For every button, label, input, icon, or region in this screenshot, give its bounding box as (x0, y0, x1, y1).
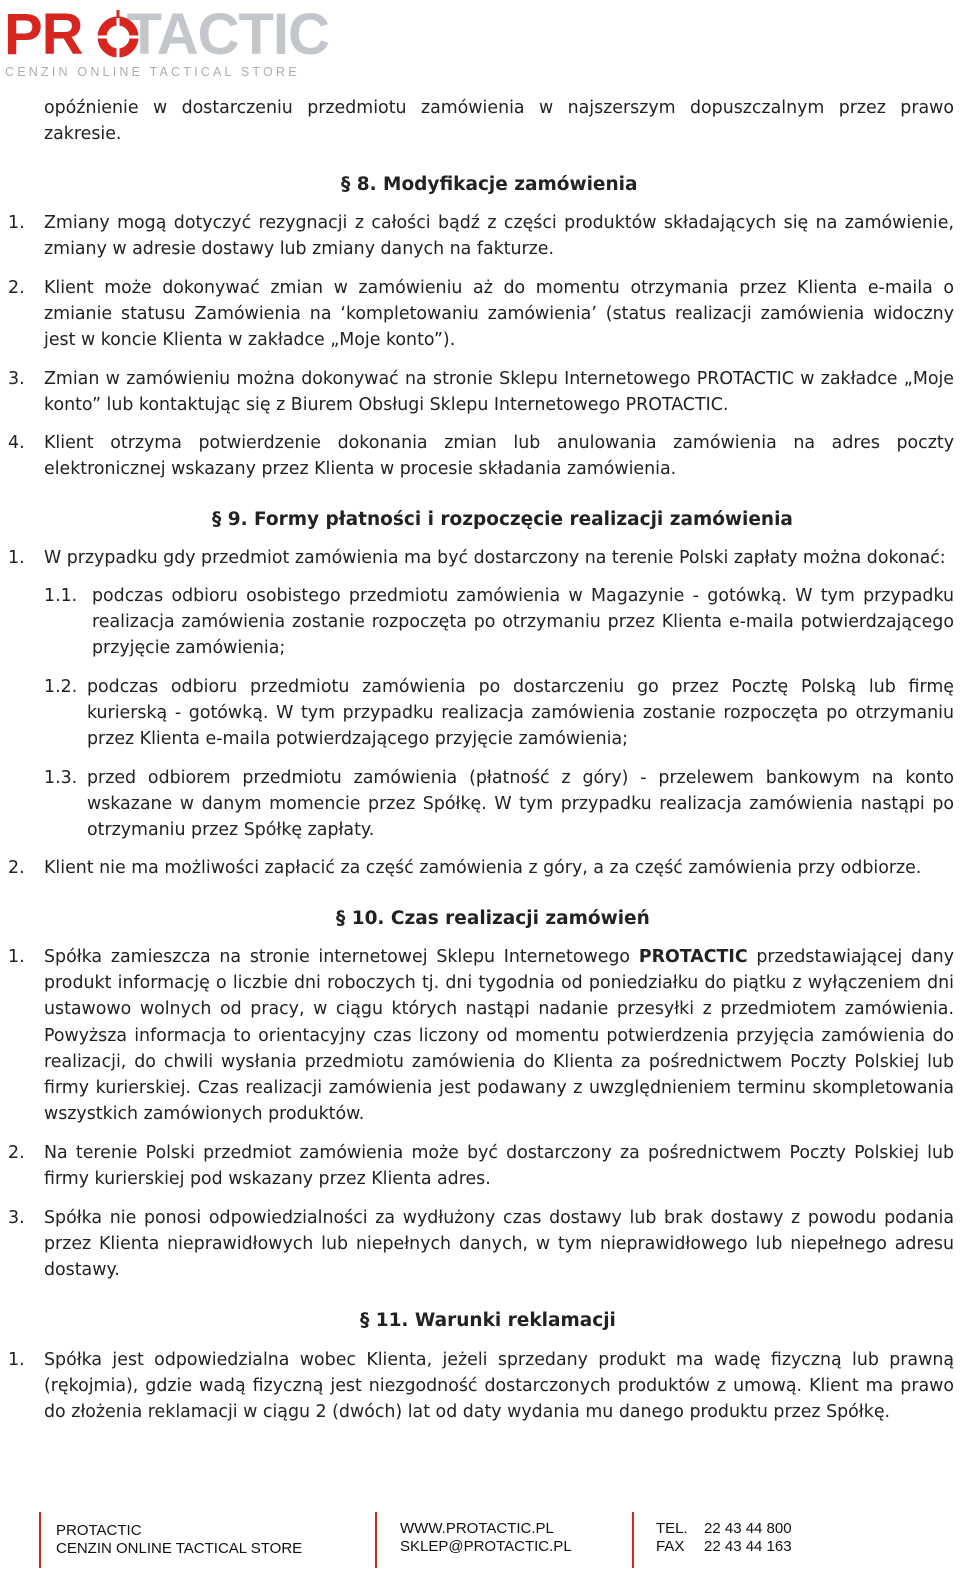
s8-item-3-number: 3. (8, 369, 25, 389)
intro-line-1: opóźnienie w dostarczeniu przedmiotu zamówienia w najszerszym dopuszczalnym przez prawo (44, 98, 954, 118)
logo-wordmark (4, 2, 329, 67)
section-9-heading: § 9. Formy płatności i rozpoczęcie realizacji zamówienia (212, 509, 793, 530)
section-8-heading: § 8. Modyfikacje zamówienia (341, 174, 638, 195)
s10-item-1-text (44, 944, 954, 1127)
s9-item-1-2-text: podczas odbioru przedmiotu zamówienia po dostarczeniu go przez Pocztę Polską lub firmę kurierską - gotówką. W tym przypadku realizacja zamówienia zostanie rozpoczęta po otrzymaniu przez Klienta e-maila potwierdzającego przyjęcie zamówienia; (87, 677, 954, 750)
footer-tel-label: TEL. (656, 1520, 688, 1537)
s8-item-2-text: Klient może dokonywać zmian w zamówieniu aż do momentu otrzymania przez Klienta e-maila o zmianie statusu Zamówienia na ‘kompletowaniu zamówienia’ (status realizacji zamówienia widoczny jest w koncie Klienta w zakładce „Moje konto”). (44, 278, 954, 351)
s9-item-1-1-text: podczas odbioru osobistego przedmiotu zamówienia w Magazynie - gotówką. W tym przypadku realizacja zamówienia zostanie rozpoczęta po otrzymaniu przez Klienta e-maila potwierdzającego przyjęcie zamówienia; (92, 586, 954, 659)
footer-divider (39, 1512, 41, 1568)
section-10-heading: § 10. Czas realizacji zamówień (336, 908, 650, 929)
section-11-heading: § 11. Warunki reklamacji (360, 1310, 616, 1331)
footer-website-link[interactable]: WWW.PROTACTIC.PL (400, 1520, 554, 1537)
s11-item-1-text: Spółka jest odpowiedzialna wobec Klienta, jeżeli sprzedany produkt ma wadę fizyczną lub prawną (rękojmia), gdzie wadą fizyczną jest niezgodność dostarczonych produktów z umową. Klient ma prawo do złożenia reklamacji w ciągu 2 (dwóch) lat od daty wydania mu danego produktu przez Spółkę. (44, 1350, 954, 1423)
logo-word-red: PR (4, 2, 83, 67)
s9-item-2-text: Klient nie ma możliwości zapłacić za część zamówienia z góry, a za część zamówienia przy odbiorze. (44, 858, 922, 878)
footer-tel-number: 22 43 44 800 (704, 1520, 792, 1537)
s9-item-1-text: W przypadku gdy przedmiot zamówienia ma być dostarczony na terenie Polski zapłaty można dokonać: (44, 548, 946, 568)
s9-item-2-number: 2. (8, 858, 25, 878)
page-footer (0, 1508, 960, 1572)
s9-item-1-3-number: 1.3. (44, 768, 78, 788)
protactic-logo (4, 2, 334, 79)
s11-item-1-number: 1. (8, 1350, 25, 1370)
s8-item-3-text: Zmian w zamówieniu można dokonywać na stronie Sklepu Internetowego PROTACTIC w zakładce „Moje konto” lub kontaktując się z Biurem Obsługi Sklepu Internetowego PROTACTIC. (44, 369, 954, 416)
s10-item-3-number: 3. (8, 1208, 25, 1228)
s9-item-1-2-number: 1.2. (44, 677, 78, 697)
s9-item-1-3-text: przed odbiorem przedmiotu zamówienia (płatność z góry) - przelewem bankowym na konto wskazane w danym momencie przez Spółkę. W tym przypadku realizacja zamówienia nastąpi po otrzymaniu przez Spółkę zapłaty. (87, 768, 954, 841)
footer-email-link[interactable]: SKLEP@PROTACTIC.PL (400, 1538, 572, 1555)
footer-company: PROTACTIC (56, 1522, 142, 1539)
s10-item-2-number: 2. (8, 1143, 25, 1163)
logo-tagline: CENZIN ONLINE TACTICAL STORE (5, 65, 300, 79)
footer-divider (375, 1512, 377, 1568)
intro-line-2: zakresie. (44, 124, 122, 144)
s9-item-1-1-number: 1.1. (44, 586, 78, 606)
s10-item-1-number: 1. (8, 947, 25, 967)
footer-store: CENZIN ONLINE TACTICAL STORE (56, 1540, 303, 1557)
footer-fax-label: FAX (656, 1538, 685, 1555)
footer-divider (632, 1512, 634, 1568)
logo-word-grey: TACTIC (126, 2, 329, 67)
s8-item-4-number: 4. (8, 433, 25, 453)
s9-item-1-number: 1. (8, 548, 25, 568)
s8-item-2-number: 2. (8, 278, 25, 298)
s8-item-4-text: Klient otrzyma potwierdzenie dokonania zmian lub anulowania zamówienia na adres poczty elektronicznej wskazany przez Klienta w procesie składania zamówienia. (44, 433, 954, 480)
footer-fax-number: 22 43 44 163 (704, 1538, 792, 1555)
s10-item-2-text: Na terenie Polski przedmiot zamówienia może być dostarczony za pośrednictwem Poczty Polskiej lub firmy kurierskiej pod wskazany przez Klienta adres. (44, 1143, 954, 1190)
s10-item-1-brand: PROTACTIC (638, 947, 748, 967)
s10-item-3-text: Spółka nie ponosi odpowiedzialności za wydłużony czas dostawy lub brak dostawy z powodu podania przez Klienta nieprawidłowych lub niepełnych danych, w tym nieprawidłowego lub niepełnego adresu dostawy. (44, 1208, 954, 1281)
s10-item-1-text-post: przedstawiającej dany produkt informację o liczbie dni roboczych tj. dni tygodnia od poniedziałku do piątku z wyłączeniem dni ustawowo wolnych od pracy, w ciągu których nastąpi nadanie przesyłki z przedmiotem zamówienia. Powyższa informacja to orientacyjny czas liczony od momentu potwierdzenia przyjęcia zamówienia do realizacji, do chwili wysłania przedmiotu zamówienia do Klienta za pośrednictwem Poczty Polskiej lub firmy kurierskiej. Czas realizacji zamówienia jest podawany z uwzględnieniem terminu skompletowania wszystkich zamówionych produktów. (44, 947, 954, 1125)
s8-item-1-number: 1. (8, 213, 25, 233)
crosshair-o-icon (96, 10, 140, 60)
s8-item-1-text: Zmiany mogą dotyczyć rezygnacji z całości bądź z części produktów składających się na zamówienie, zmiany w adresie dostawy lub zmiany danych na fakturze. (44, 213, 954, 260)
s10-item-1-text-pre: Spółka zamieszcza na stronie internetowej Sklepu Internetowego (44, 947, 639, 967)
